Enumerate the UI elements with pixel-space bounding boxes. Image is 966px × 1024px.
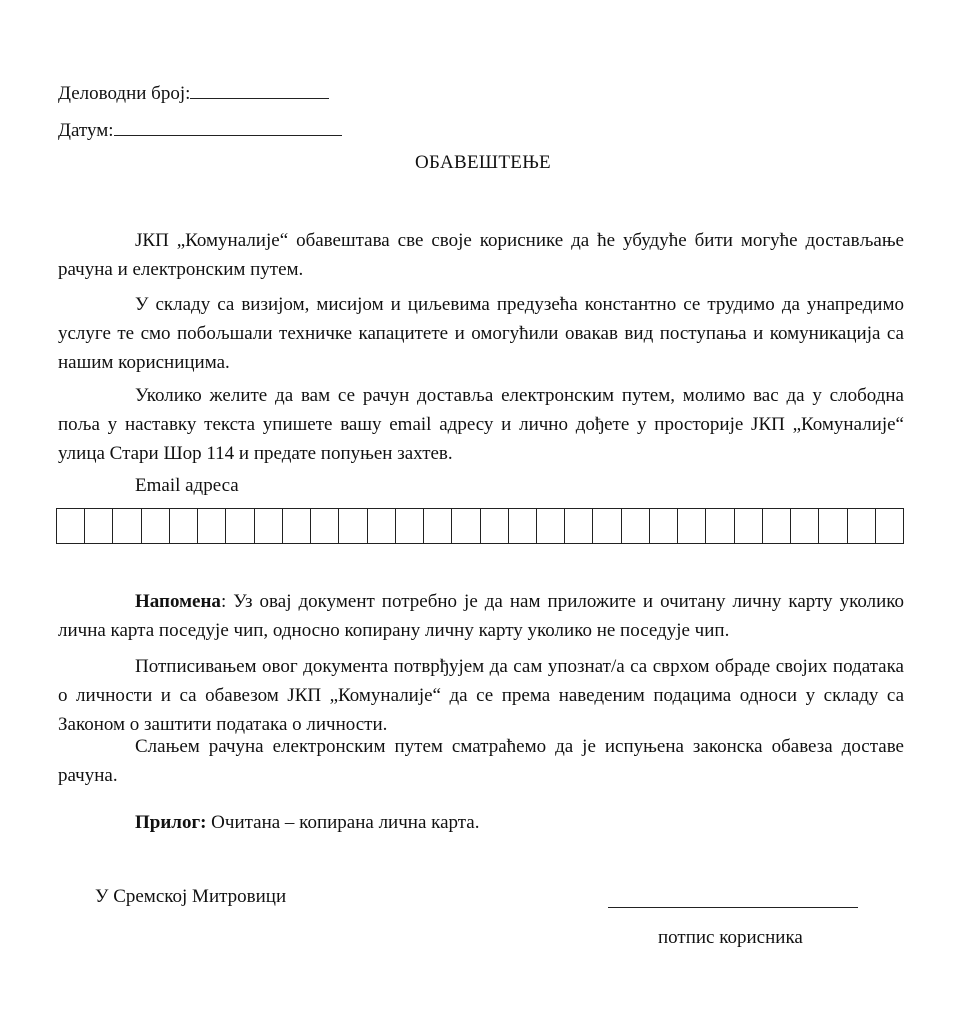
signature-line[interactable] [608, 907, 858, 908]
email-char-box[interactable] [791, 509, 819, 543]
email-char-box[interactable] [565, 509, 593, 543]
signature-label: потпис корисника [658, 927, 803, 948]
email-input-grid[interactable] [56, 508, 904, 544]
email-char-box[interactable] [848, 509, 876, 543]
attachment-text: Очитана – копирана лична карта. [206, 812, 480, 833]
attachment-label: Прилог: [135, 812, 207, 833]
email-char-box[interactable] [311, 509, 339, 543]
paragraph-vision: У складу са визијом, мисијом и циљевима предузећа константно се трудимо да унапредимо услуге те смо побољшали техничке капацитете и омогућили овакав вид поступања и комуникација са нашим корисницима. [58, 294, 904, 373]
paragraph-note [58, 587, 904, 645]
reference-number-label: Деловодни број: [58, 83, 191, 104]
email-char-box[interactable] [763, 509, 791, 543]
attachment-row [135, 812, 479, 834]
reference-number-row [58, 78, 329, 105]
email-char-box[interactable] [452, 509, 480, 543]
paragraph-intro: ЈКП „Комуналије“ обавештава све своје кориснике да ће убудуће бити могуће достављање рачуна и електронским путем. [58, 230, 904, 280]
reference-number-field[interactable] [190, 78, 329, 99]
email-char-box[interactable] [424, 509, 452, 543]
email-char-box[interactable] [113, 509, 141, 543]
email-char-box[interactable] [226, 509, 254, 543]
email-char-box[interactable] [142, 509, 170, 543]
email-char-box[interactable] [622, 509, 650, 543]
note-label: Напомена [135, 591, 221, 612]
email-char-box[interactable] [198, 509, 226, 543]
email-char-box[interactable] [368, 509, 396, 543]
date-field[interactable] [114, 115, 342, 136]
email-char-box[interactable] [255, 509, 283, 543]
email-char-box[interactable] [735, 509, 763, 543]
email-char-box[interactable] [57, 509, 85, 543]
date-label: Датум: [58, 120, 114, 141]
email-char-box[interactable] [481, 509, 509, 543]
email-char-box[interactable] [650, 509, 678, 543]
document-title: ОБАВЕШТЕЊЕ [415, 152, 551, 173]
email-char-box[interactable] [706, 509, 734, 543]
place-text: У Сремској Митровици [95, 886, 287, 907]
paragraph-instructions: Уколико желите да вам се рачун доставља електронским путем, молимо вас да у слободна поља у наставку текста упишете вашу email адресу и лично дођете у просторије ЈКП „Комуналије“ улица Стари Шор 114 и предате попуњен захтев. [58, 385, 904, 464]
email-char-box[interactable] [876, 509, 903, 543]
email-char-box[interactable] [396, 509, 424, 543]
email-char-box[interactable] [339, 509, 367, 543]
paragraph-consent: Потписивањем овог документа потврђујем да сам упознат/а са сврхом обраде својих података о личности и са обавезом ЈКП „Комуналије“ да се према наведеним подацима односи у складу са Законом о заштити података о личности. [58, 656, 904, 735]
email-char-box[interactable] [509, 509, 537, 543]
email-label: Email адреса [135, 475, 239, 496]
email-char-box[interactable] [85, 509, 113, 543]
email-char-box[interactable] [819, 509, 847, 543]
email-char-box[interactable] [537, 509, 565, 543]
email-char-box[interactable] [283, 509, 311, 543]
email-char-box[interactable] [593, 509, 621, 543]
paragraph-delivery: Слањем рачуна електронским путем сматраћемо да је испуњена законска обавеза доставе рачуна. [58, 736, 904, 786]
email-char-box[interactable] [678, 509, 706, 543]
email-char-box[interactable] [170, 509, 198, 543]
note-text: : Уз овај документ потребно је да нам приложите и очитану личну карту уколико лична карта поседује чип, односно копирану личну карту уколико не поседује чип. [58, 591, 904, 641]
date-row [58, 115, 342, 142]
